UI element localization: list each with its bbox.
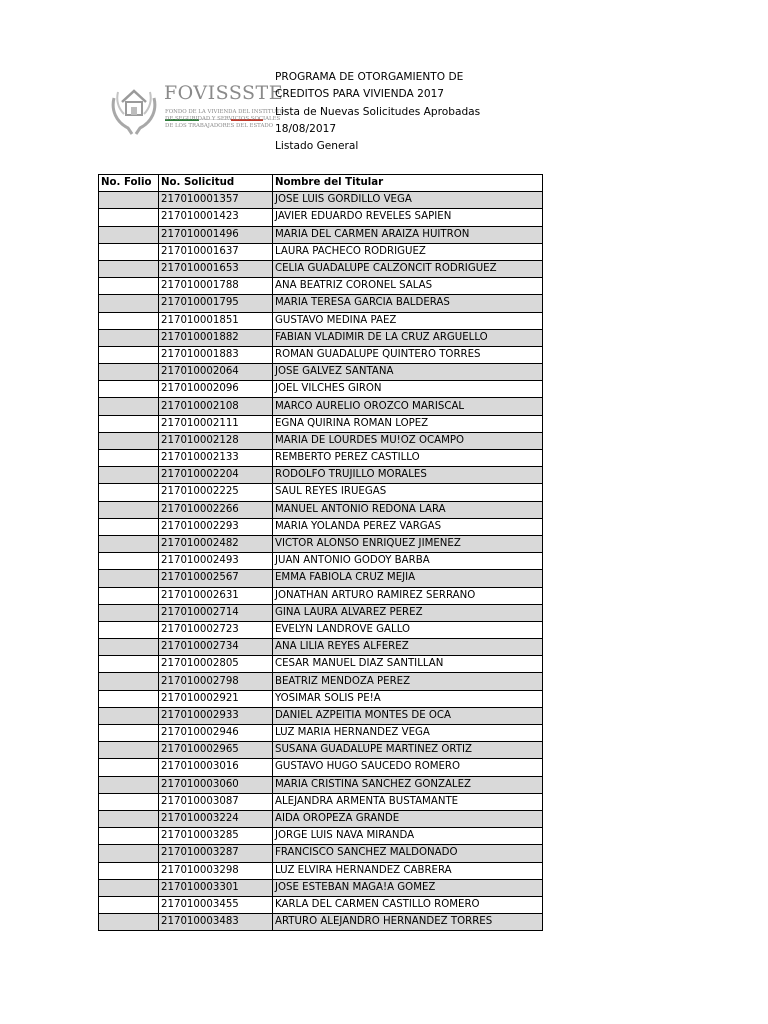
cell-solicitud: 217010003060 (159, 776, 273, 793)
table-row (99, 793, 543, 810)
cell-solicitud: 217010001883 (159, 346, 273, 363)
table-row (99, 604, 543, 621)
cell-solicitud: 217010002493 (159, 553, 273, 570)
table-row (99, 260, 543, 277)
cell-folio (99, 553, 159, 570)
table-row (99, 776, 543, 793)
cell-folio (99, 226, 159, 243)
cell-solicitud: 217010002204 (159, 467, 273, 484)
cell-titular: KARLA DEL CARMEN CASTILLO ROMERO (273, 896, 543, 913)
cell-folio (99, 415, 159, 432)
cell-titular: SUSANA GUADALUPE MARTINEZ ORTIZ (273, 742, 543, 759)
cell-titular: MARCO AURELIO OROZCO MARISCAL (273, 398, 543, 415)
cell-titular: MARIA YOLANDA PEREZ VARGAS (273, 518, 543, 535)
cell-titular: FABIAN VLADIMIR DE LA CRUZ ARGUELLO (273, 329, 543, 346)
table-row (99, 415, 543, 432)
table-row (99, 570, 543, 587)
applicants-table (98, 174, 543, 931)
cell-solicitud: 217010002064 (159, 364, 273, 381)
table-row (99, 553, 543, 570)
table-header-row (99, 175, 543, 192)
cell-folio (99, 656, 159, 673)
cell-solicitud: 217010001882 (159, 329, 273, 346)
program-title-line-2: CREDITOS PARA VIVIENDA 2017 (275, 88, 445, 101)
cell-folio (99, 278, 159, 295)
table-row (99, 209, 543, 226)
cell-titular: YOSIMAR SOLIS PE!A (273, 690, 543, 707)
cell-solicitud: 217010002946 (159, 725, 273, 742)
cell-solicitud: 217010003301 (159, 879, 273, 896)
cell-folio (99, 587, 159, 604)
cell-folio (99, 604, 159, 621)
table-row (99, 467, 543, 484)
logo-color-rule (165, 106, 263, 108)
cell-solicitud: 217010002567 (159, 570, 273, 587)
cell-folio (99, 467, 159, 484)
table-row (99, 518, 543, 535)
cell-titular: JUAN ANTONIO GODOY BARBA (273, 553, 543, 570)
cell-folio (99, 707, 159, 724)
cell-folio (99, 621, 159, 638)
table-row (99, 278, 543, 295)
cell-titular: ROMAN GUADALUPE QUINTERO TORRES (273, 346, 543, 363)
cell-solicitud: 217010002111 (159, 415, 273, 432)
cell-titular: ALEJANDRA ARMENTA BUSTAMANTE (273, 793, 543, 810)
cell-solicitud: 217010002734 (159, 639, 273, 656)
table-row (99, 845, 543, 862)
table-row (99, 725, 543, 742)
cell-titular: JAVIER EDUARDO REVELES SAPIEN (273, 209, 543, 226)
table-row (99, 364, 543, 381)
document-header (275, 69, 480, 155)
cell-solicitud: 217010001496 (159, 226, 273, 243)
cell-solicitud: 217010001637 (159, 243, 273, 260)
cell-folio (99, 501, 159, 518)
cell-folio (99, 518, 159, 535)
table-row (99, 639, 543, 656)
cell-solicitud: 217010001788 (159, 278, 273, 295)
cell-folio (99, 810, 159, 827)
cell-solicitud: 217010002798 (159, 673, 273, 690)
table-row (99, 450, 543, 467)
table-row (99, 742, 543, 759)
table-row (99, 862, 543, 879)
list-date: 18/08/2017 (275, 122, 337, 135)
cell-folio (99, 742, 159, 759)
cell-folio (99, 673, 159, 690)
cell-titular: RODOLFO TRUJILLO MORALES (273, 467, 543, 484)
cell-folio (99, 725, 159, 742)
table-row (99, 535, 543, 552)
list-type: Listado General (275, 140, 359, 153)
table-row (99, 656, 543, 673)
cell-titular: JORGE LUIS NAVA MIRANDA (273, 828, 543, 845)
cell-solicitud: 217010002714 (159, 604, 273, 621)
cell-titular: DANIEL AZPEITIA MONTES DE OCA (273, 707, 543, 724)
cell-titular: MARIA DE LOURDES MU!OZ OCAMPO (273, 432, 543, 449)
cell-folio (99, 329, 159, 346)
column-header-solicitud: No. Solicitud (159, 175, 273, 192)
table-row (99, 192, 543, 209)
table-row (99, 243, 543, 260)
cell-solicitud: 217010002108 (159, 398, 273, 415)
cell-solicitud: 217010001357 (159, 192, 273, 209)
cell-folio (99, 570, 159, 587)
cell-folio (99, 450, 159, 467)
cell-titular: JOSE ESTEBAN MAGA!A GOMEZ (273, 879, 543, 896)
cell-folio (99, 535, 159, 552)
table-row (99, 896, 543, 913)
cell-solicitud: 217010002631 (159, 587, 273, 604)
cell-titular: ANA LILIA REYES ALFEREZ (273, 639, 543, 656)
cell-solicitud: 217010002933 (159, 707, 273, 724)
cell-folio (99, 295, 159, 312)
cell-titular: MARIA TERESA GARCIA BALDERAS (273, 295, 543, 312)
table-row (99, 226, 543, 243)
table-row (99, 381, 543, 398)
cell-titular: ARTURO ALEJANDRO HERNANDEZ TORRES (273, 914, 543, 931)
table-row (99, 346, 543, 363)
cell-titular: MANUEL ANTONIO REDONA LARA (273, 501, 543, 518)
cell-folio (99, 793, 159, 810)
cell-solicitud: 217010003483 (159, 914, 273, 931)
logo-name: FOVISSSTE (164, 82, 284, 104)
cell-titular: JOEL VILCHES GIRON (273, 381, 543, 398)
cell-titular: VICTOR ALONSO ENRIQUEZ JIMENEZ (273, 535, 543, 552)
cell-solicitud: 217010002293 (159, 518, 273, 535)
house-in-hands-icon (108, 78, 160, 138)
cell-folio (99, 209, 159, 226)
cell-solicitud: 217010003087 (159, 793, 273, 810)
cell-titular: LUZ MARIA HERNANDEZ VEGA (273, 725, 543, 742)
cell-solicitud: 217010002096 (159, 381, 273, 398)
cell-titular: MARIA DEL CARMEN ARAIZA HUITRON (273, 226, 543, 243)
cell-titular: REMBERTO PEREZ CASTILLO (273, 450, 543, 467)
table-row (99, 759, 543, 776)
cell-solicitud: 217010003224 (159, 810, 273, 827)
cell-titular: AIDA OROPEZA GRANDE (273, 810, 543, 827)
table-row (99, 914, 543, 931)
table-row (99, 828, 543, 845)
table-row (99, 501, 543, 518)
cell-folio (99, 639, 159, 656)
cell-folio (99, 759, 159, 776)
cell-folio (99, 690, 159, 707)
cell-solicitud: 217010003016 (159, 759, 273, 776)
cell-solicitud: 217010002133 (159, 450, 273, 467)
table-row (99, 810, 543, 827)
cell-titular: MARIA CRISTINA SANCHEZ GONZALEZ (273, 776, 543, 793)
table-row (99, 329, 543, 346)
column-header-folio: No. Folio (99, 175, 159, 192)
cell-solicitud: 217010002921 (159, 690, 273, 707)
cell-solicitud: 217010002225 (159, 484, 273, 501)
cell-solicitud: 217010002965 (159, 742, 273, 759)
cell-solicitud: 217010001851 (159, 312, 273, 329)
table-row (99, 484, 543, 501)
cell-solicitud: 217010003455 (159, 896, 273, 913)
program-title-line-1: PROGRAMA DE OTORGAMIENTO DE (275, 71, 464, 83)
cell-folio (99, 398, 159, 415)
cell-solicitud: 217010002482 (159, 535, 273, 552)
cell-titular: GINA LAURA ALVAREZ PEREZ (273, 604, 543, 621)
cell-solicitud: 217010002266 (159, 501, 273, 518)
cell-titular: EMMA FABIOLA CRUZ MEJIA (273, 570, 543, 587)
cell-solicitud: 217010002128 (159, 432, 273, 449)
table-row (99, 312, 543, 329)
cell-solicitud: 217010003285 (159, 828, 273, 845)
cell-solicitud: 217010001795 (159, 295, 273, 312)
cell-titular: LAURA PACHECO RODRIGUEZ (273, 243, 543, 260)
table-row (99, 621, 543, 638)
cell-titular: EVELYN LANDROVE GALLO (273, 621, 543, 638)
cell-titular: EGNA QUIRINA ROMAN LOPEZ (273, 415, 543, 432)
cell-titular: BEATRIZ MENDOZA PEREZ (273, 673, 543, 690)
cell-titular: CELIA GUADALUPE CALZONCIT RODRIGUEZ (273, 260, 543, 277)
list-title: Lista de Nuevas Solicitudes Aprobadas (275, 105, 481, 118)
column-header-titular: Nombre del Titular (273, 175, 543, 192)
table-row (99, 587, 543, 604)
cell-titular: SAUL REYES IRUEGAS (273, 484, 543, 501)
cell-folio (99, 364, 159, 381)
cell-solicitud: 217010003298 (159, 862, 273, 879)
cell-folio (99, 432, 159, 449)
cell-folio (99, 879, 159, 896)
cell-solicitud: 217010001423 (159, 209, 273, 226)
cell-folio (99, 828, 159, 845)
table-row (99, 673, 543, 690)
cell-solicitud: 217010002805 (159, 656, 273, 673)
cell-folio (99, 381, 159, 398)
table-row (99, 879, 543, 896)
cell-titular: LUZ ELVIRA HERNANDEZ CABRERA (273, 862, 543, 879)
cell-titular: FRANCISCO SANCHEZ MALDONADO (273, 845, 543, 862)
cell-folio (99, 484, 159, 501)
cell-folio (99, 914, 159, 931)
table-row (99, 690, 543, 707)
cell-titular: GUSTAVO MEDINA PAEZ (273, 312, 543, 329)
table-row (99, 432, 543, 449)
cell-folio (99, 896, 159, 913)
cell-folio (99, 862, 159, 879)
logo-tagline: FONDO DE LA VIVIENDA DEL INSTITUTO DE SEGURIDAD Y SERVICIOS SOCIALES DE LOS TRABAJADORES DEL ESTADO (165, 109, 285, 129)
fovissste-logo (108, 78, 285, 140)
cell-folio (99, 312, 159, 329)
cell-titular: JOSE GALVEZ SANTANA (273, 364, 543, 381)
cell-folio (99, 260, 159, 277)
cell-folio (99, 192, 159, 209)
cell-folio (99, 243, 159, 260)
cell-titular: CESAR MANUEL DIAZ SANTILLAN (273, 656, 543, 673)
cell-titular: JOSE LUIS GORDILLO VEGA (273, 192, 543, 209)
cell-solicitud: 217010003287 (159, 845, 273, 862)
cell-titular: ANA BEATRIZ CORONEL SALAS (273, 278, 543, 295)
table-row (99, 707, 543, 724)
cell-solicitud: 217010002723 (159, 621, 273, 638)
cell-folio (99, 776, 159, 793)
cell-titular: GUSTAVO HUGO SAUCEDO ROMERO (273, 759, 543, 776)
cell-folio (99, 346, 159, 363)
cell-titular: JONATHAN ARTURO RAMIREZ SERRANO (273, 587, 543, 604)
cell-solicitud: 217010001653 (159, 260, 273, 277)
cell-folio (99, 845, 159, 862)
table-row (99, 398, 543, 415)
table-row (99, 295, 543, 312)
